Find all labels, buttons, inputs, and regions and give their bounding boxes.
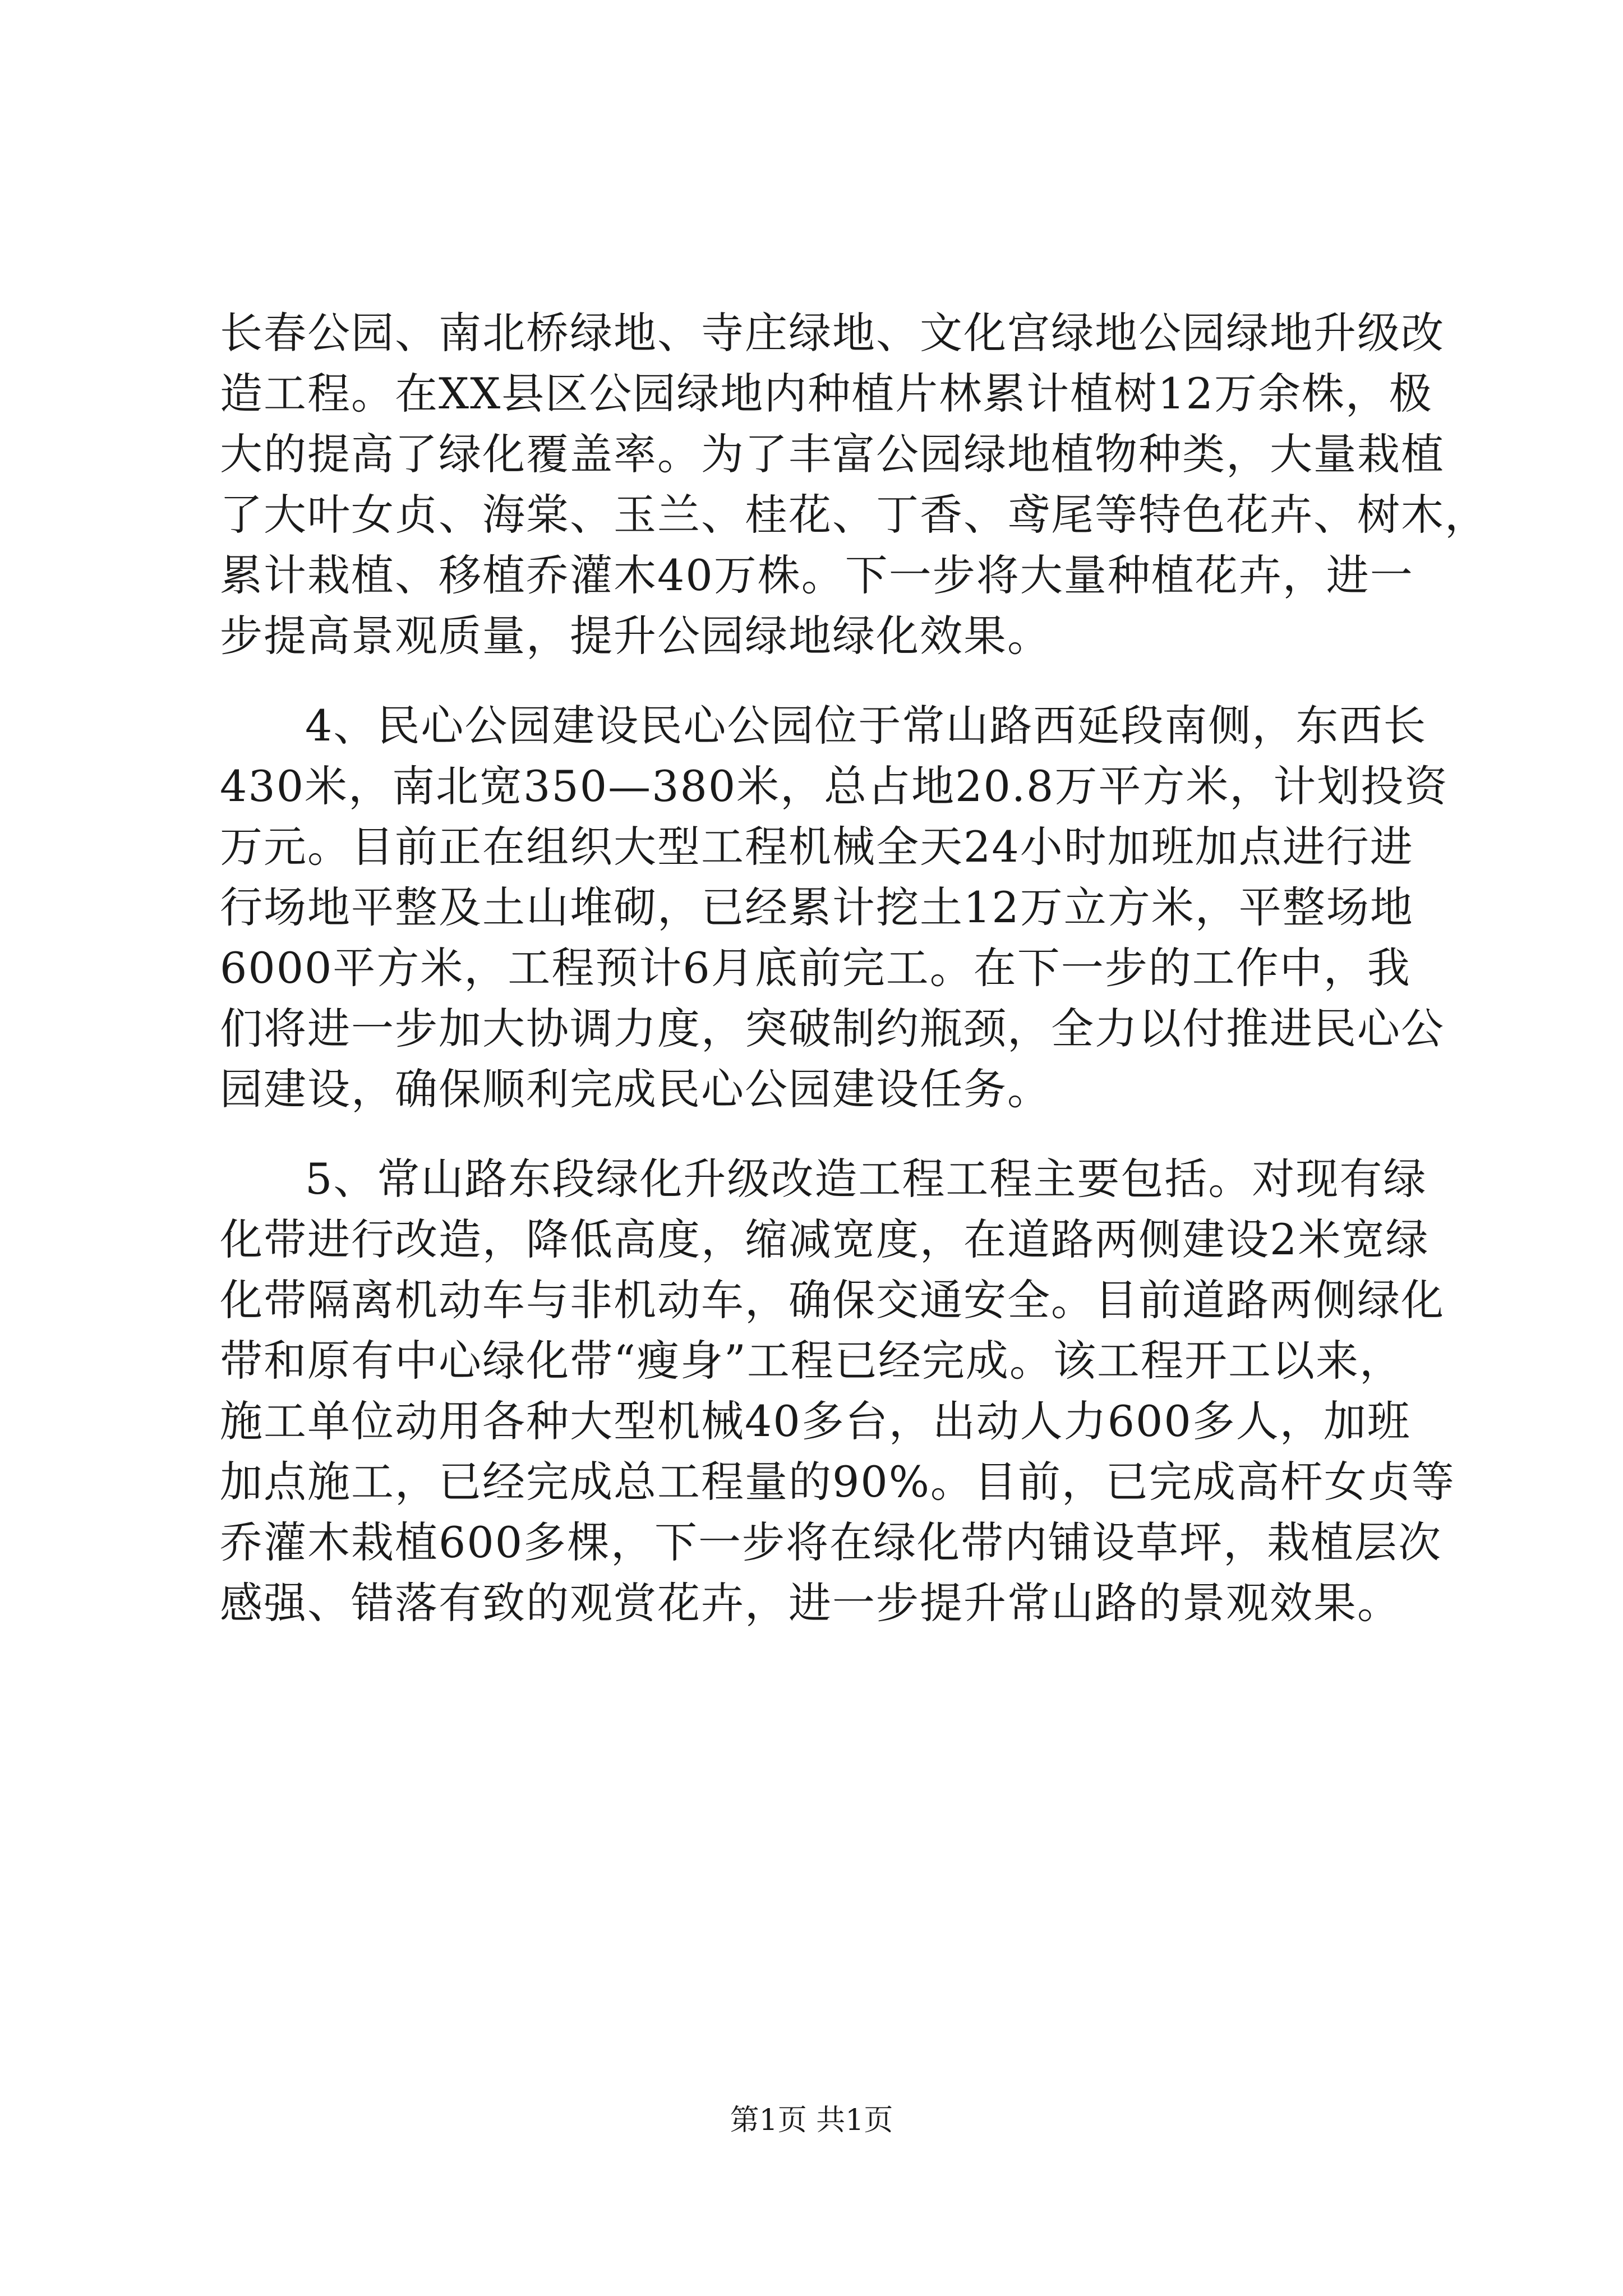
text-line: 累计栽植、移植乔灌木40万株。下一步将大量种植花卉，进一 [220,550,1414,600]
text-line: 5、常山路东段绿化升级改造工程工程主要包括。对现有绿 [305,1154,1427,1204]
text-line: 带和原有中心绿化带“瘦身”工程已经完成。该工程开工以来， [220,1336,1403,1386]
text-line: 6000平方米，工程预计6月底前完工。在下一步的工作中，我 [220,943,1411,993]
paragraph-1 [220,303,1488,666]
document-body [220,303,1488,1634]
text-line: 化带隔离机动车与非机动车，确保交通安全。目前道路两侧绿化 [220,1275,1445,1325]
text-line: 化带进行改造，降低高度，缩减宽度，在道路两侧建设2米宽绿 [220,1214,1430,1264]
text-line: 了大叶女贞、海棠、玉兰、桂花、丁香、鸢尾等特色花卉、树木， [220,490,1488,540]
text-line: 大的提高了绿化覆盖率。为了丰富公园绿地植物种类，大量栽植 [220,429,1445,479]
text-line: 感强、错落有致的观赏花卉，进一步提升常山路的景观效果。 [220,1578,1401,1628]
paragraph-2 [220,696,1449,1120]
text-line: 们将进一步加大协调力度，突破制约瓶颈，全力以付推进民心公 [220,1004,1445,1053]
paragraph-gap [220,1120,1403,1149]
text-line: 4、民心公园建设民心公园位于常山路西延段南侧，东西长 [305,701,1427,751]
paragraph-3 [220,1149,1455,1634]
page-footer: 第1页 共1页 [730,2104,893,2137]
text-line: 430米，南北宽350—380米，总占地20.8万平方米，计划投资 [220,761,1449,811]
text-line: 施工单位动用各种大型机械40多台，出动人力600多人，加班 [220,1396,1411,1446]
text-line: 行场地平整及土山堆砌，已经累计挖土12万立方米，平整场地 [220,882,1414,932]
text-line: 步提高景观质量，提升公园绿地绿化效果。 [220,611,1051,661]
text-line: 造工程。在XX县区公园绿地内种植片林累计植树12万余株，极 [220,369,1433,418]
text-line: 园建设，确保顺利完成民心公园建设任务。 [220,1064,1051,1114]
text-line: 乔灌木栽植600多棵，下一步将在绿化带内铺设草坪，栽植层次 [220,1517,1442,1567]
paragraph-gap [220,666,1403,696]
text-line: 长春公园、南北桥绿地、寺庄绿地、文化宫绿地公园绿地升级改 [220,308,1445,358]
text-line: 加点施工，已经完成总工程量的90%。目前，已完成高杆女贞等 [220,1457,1455,1507]
text-line: 万元。目前正在组织大型工程机械全天24小时加班加点进行进 [220,822,1414,872]
